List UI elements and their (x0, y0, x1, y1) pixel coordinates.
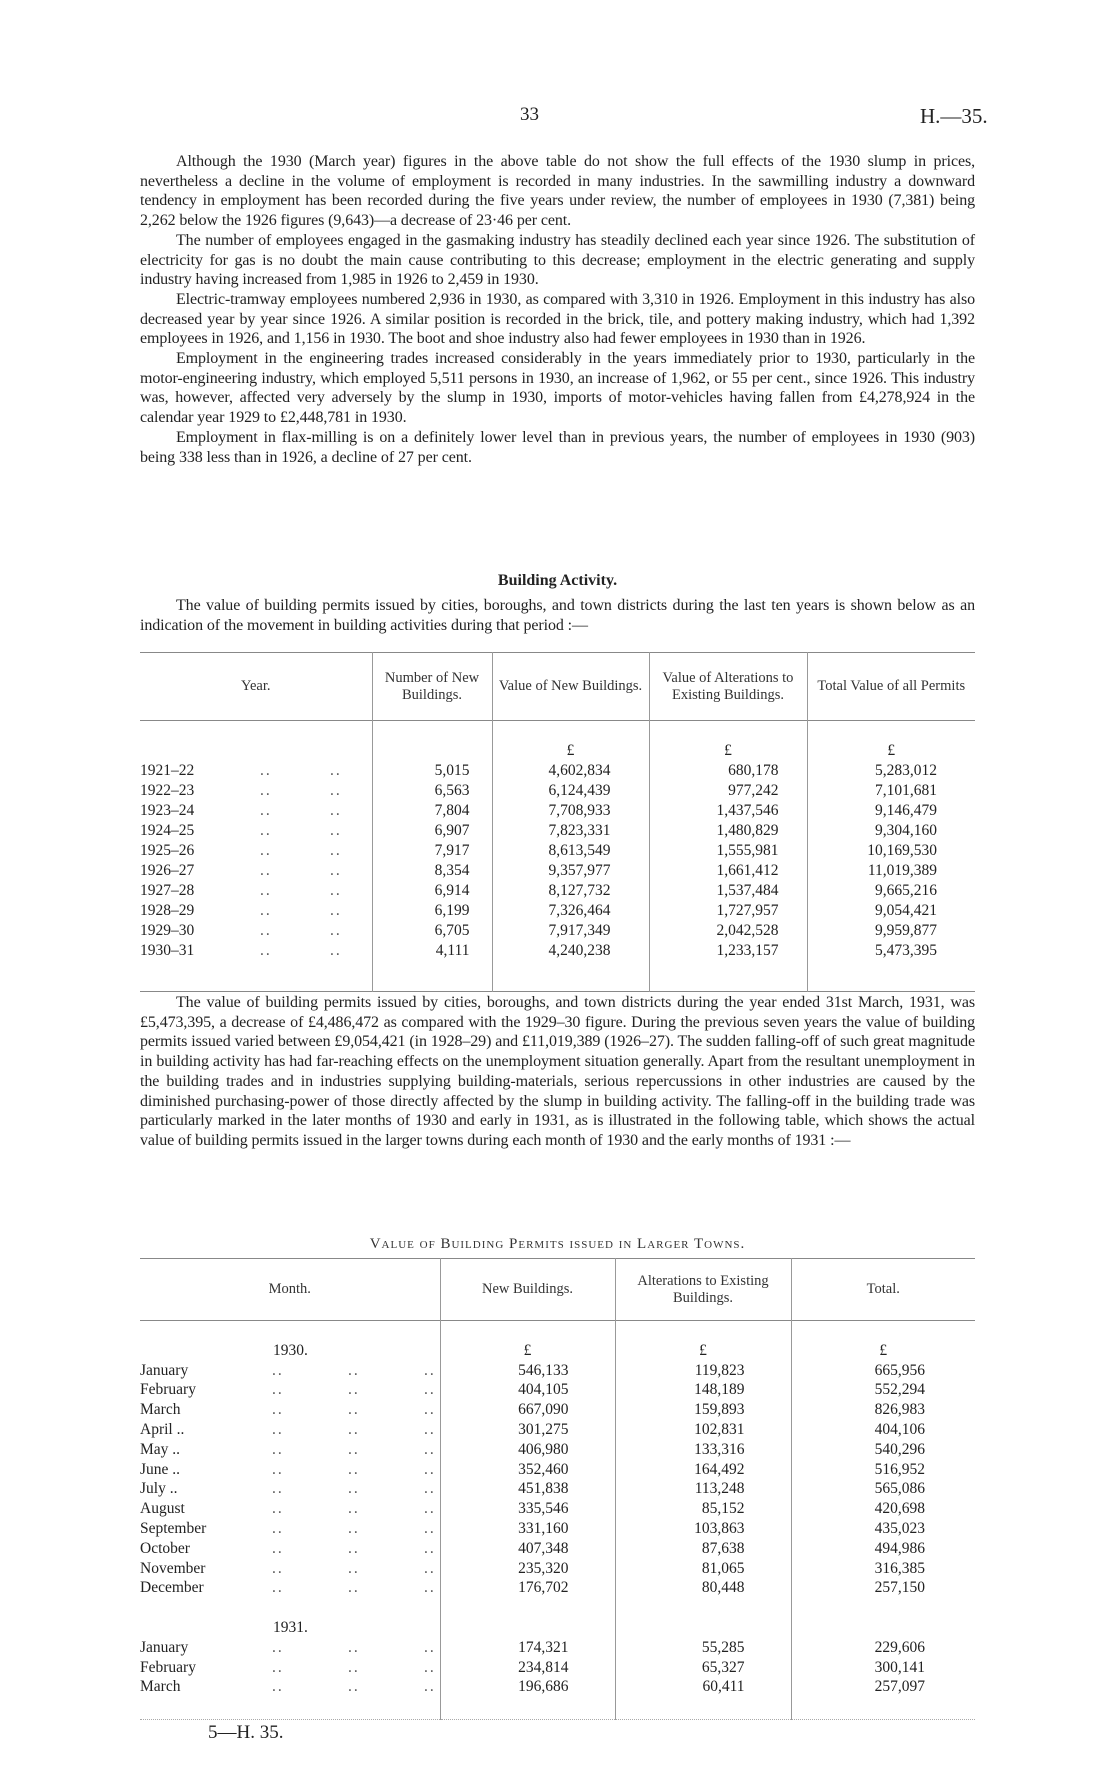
year-label: 1924–25 (140, 822, 195, 839)
leader-dots: .. (424, 1559, 436, 1577)
month-label: December (140, 1579, 204, 1597)
year-group-label: 1930. (273, 1341, 308, 1359)
leader-dots: .. (272, 1401, 284, 1419)
empty-cell (140, 741, 372, 761)
spacer-cell (140, 1321, 440, 1341)
month-cell (140, 1460, 440, 1480)
intro-text (140, 596, 975, 635)
spacer-cell (440, 1598, 615, 1618)
value-cell: 148,189 (615, 1380, 791, 1400)
leader-dots: .. (348, 1579, 360, 1597)
table-row (140, 1400, 975, 1420)
leader-dots: .. (272, 1658, 284, 1676)
month-label: September (140, 1519, 207, 1537)
value-cell: 4,602,834 (492, 761, 649, 781)
leader-dots: .. (348, 1401, 360, 1419)
value-cell: 60,411 (615, 1677, 791, 1697)
year-cell (140, 801, 372, 821)
leader-dots: .. (330, 822, 342, 839)
value-cell: 316,385 (791, 1559, 975, 1579)
leader-dots: .. (330, 882, 342, 899)
table-row (140, 841, 975, 861)
leader-dots: .. (272, 1579, 284, 1597)
value-cell: 301,275 (440, 1420, 615, 1440)
leader-dots: .. (348, 1500, 360, 1518)
table-row (140, 1539, 975, 1559)
leader-dots: .. (260, 822, 272, 839)
value-cell: 6,124,439 (492, 781, 649, 801)
table-row (140, 1578, 975, 1598)
empty-cell (791, 1618, 975, 1638)
currency-row (140, 741, 975, 761)
month-cell (140, 1499, 440, 1519)
paragraph: Electric-tramway employees numbered 2,936 in 1930, as compared with 3,310 in 1926. Employment in this industry has also decreased year by year since 1926. A similar position is recorded in the brick, tile, and pottery making industry, which had 1,392 employees in 1926, and 1,156 in 1930. The boot and shoe industry also had fewer employees in 1930 than in 1926. (140, 290, 975, 348)
month-cell (140, 1539, 440, 1559)
spacer-cell (807, 721, 975, 742)
leader-dots: .. (348, 1519, 360, 1537)
leader-dots: .. (272, 1539, 284, 1557)
value-cell: 1,555,981 (649, 841, 807, 861)
table-row (140, 861, 975, 881)
month-label: January (140, 1361, 189, 1379)
value-cell: 404,106 (791, 1420, 975, 1440)
value-cell: 4,111 (372, 941, 492, 961)
leader-dots: .. (260, 922, 272, 939)
value-cell: 1,727,957 (649, 901, 807, 921)
value-cell: 540,296 (791, 1440, 975, 1460)
value-cell: 552,294 (791, 1380, 975, 1400)
value-cell: 5,015 (372, 761, 492, 781)
value-cell: 7,708,933 (492, 801, 649, 821)
leader-dots: .. (330, 782, 342, 799)
value-cell: 7,326,464 (492, 901, 649, 921)
value-cell: 352,460 (440, 1460, 615, 1480)
spacer-cell (791, 1697, 975, 1720)
leader-dots: .. (260, 902, 272, 919)
leader-dots: .. (424, 1440, 436, 1458)
paragraph: Employment in flax-milling is on a definitely lower level than in previous years, the number of employees in 1930 (903) being 338 less than in 1926, a decline of 27 per cent. (140, 428, 975, 466)
paragraph: Employment in the engineering trades increased considerably in the years immediately prior to 1930, particularly in the motor-engineering industry, which employed 5,511 persons in 1930, an increase of 1,962, or 55 per cent., since 1926. This industry was, however, affected very adversely by the slump in 1930, imports of motor-vehicles having fallen from £4,278,924 in the calendar year 1929 to £2,448,781 in 1930. (140, 350, 975, 427)
spacer-cell (791, 1321, 975, 1341)
leader-dots: .. (272, 1440, 284, 1458)
value-cell: 7,917,349 (492, 921, 649, 941)
leader-dots: .. (348, 1361, 360, 1379)
table-row (140, 801, 975, 821)
table-row (140, 1380, 975, 1400)
value-cell: 7,917 (372, 841, 492, 861)
spacer-row (140, 1598, 975, 1618)
value-cell: 81,065 (615, 1559, 791, 1579)
month-label: January (140, 1638, 189, 1656)
value-cell: 6,907 (372, 821, 492, 841)
leader-dots: .. (424, 1678, 436, 1696)
value-cell: 1,480,829 (649, 821, 807, 841)
year-label: 1927–28 (140, 882, 195, 899)
value-cell: 7,804 (372, 801, 492, 821)
leader-dots: .. (260, 862, 272, 879)
month-cell (140, 1578, 440, 1598)
leader-dots: .. (330, 902, 342, 919)
value-cell: 159,893 (615, 1400, 791, 1420)
value-cell: 1,537,484 (649, 881, 807, 901)
spacer-cell (492, 961, 649, 992)
table-row (140, 761, 975, 781)
leader-dots: .. (272, 1361, 284, 1379)
currency-symbol: £ (440, 1341, 615, 1361)
leader-dots: .. (330, 842, 342, 859)
empty-cell (615, 1618, 791, 1638)
value-cell: 407,348 (440, 1539, 615, 1559)
value-cell: 420,698 (791, 1499, 975, 1519)
table-row (140, 1479, 975, 1499)
year-label: 1926–27 (140, 862, 195, 879)
value-cell: 7,823,331 (492, 821, 649, 841)
value-cell: 87,638 (615, 1539, 791, 1559)
value-cell: 404,105 (440, 1380, 615, 1400)
table-row (140, 1658, 975, 1678)
value-cell: 546,133 (440, 1361, 615, 1381)
table-caption: Value of Building Permits issued in Larger Towns. (369, 1236, 746, 1252)
table-row (140, 1499, 975, 1519)
year-cell (140, 841, 372, 861)
month-cell (140, 1420, 440, 1440)
signature-mark: 5—H. 35. (208, 1722, 284, 1743)
month-label: July .. (140, 1480, 178, 1498)
month-label: April .. (140, 1420, 185, 1438)
column-header: Total. (791, 1259, 975, 1321)
value-cell: 300,141 (791, 1658, 975, 1678)
value-cell: 680,178 (649, 761, 807, 781)
value-cell: 80,448 (615, 1578, 791, 1598)
year-group-row (140, 1341, 975, 1361)
month-label: February (140, 1381, 196, 1399)
table-row (140, 821, 975, 841)
year-label: 1925–26 (140, 842, 195, 859)
month-label: March (140, 1678, 181, 1696)
spacer-cell (807, 961, 975, 992)
year-label: 1930–31 (140, 942, 195, 959)
month-label: November (140, 1559, 206, 1577)
leader-dots: .. (330, 942, 342, 959)
year-cell (140, 921, 372, 941)
leader-dots: .. (424, 1539, 436, 1557)
currency-symbol: £ (615, 1341, 791, 1361)
leader-dots: .. (260, 782, 272, 799)
paragraph: The number of employees engaged in the gasmaking industry has steadily declined each year since 1926. The substitution of electricity for gas is no doubt the main cause contributing to this decrease; employment in the electric generating and supply industry having increased from 1,985 in 1926 to 2,459 in 1930. (140, 231, 975, 289)
value-cell: 119,823 (615, 1361, 791, 1381)
table-row (140, 921, 975, 941)
column-header: Year. (240, 678, 271, 694)
leader-dots: .. (348, 1381, 360, 1399)
value-cell: 234,814 (440, 1658, 615, 1678)
leader-dots: .. (348, 1658, 360, 1676)
body-text-middle (140, 993, 975, 1151)
year-cell (140, 861, 372, 881)
column-header: Alterations to Existing Buildings. (615, 1259, 791, 1321)
leader-dots: .. (348, 1539, 360, 1557)
leader-dots: .. (424, 1381, 436, 1399)
value-cell: 164,492 (615, 1460, 791, 1480)
value-cell: 5,283,012 (807, 761, 975, 781)
value-cell: 4,240,238 (492, 941, 649, 961)
spacer-row (140, 1697, 975, 1720)
leader-dots: .. (348, 1559, 360, 1577)
spacer-cell (372, 961, 492, 992)
column-header: New Buildings. (440, 1259, 615, 1321)
table-row (140, 1420, 975, 1440)
value-cell: 1,233,157 (649, 941, 807, 961)
table-row (140, 1460, 975, 1480)
leader-dots: .. (424, 1500, 436, 1518)
table-row (140, 901, 975, 921)
table-header-row (140, 1259, 975, 1321)
month-cell (140, 1677, 440, 1697)
paragraph: The value of building permits issued by cities, boroughs, and town districts during the year ended 31st March, 1931, was £5,473,395, a decrease of £4,486,472 as compared with the 1929–30 figure. During the previous seven years the value of building permits issued varied between £9,054,421 (in 1928–29) and £11,019,389 (1926–27). The sudden falling-off of such great magnitude in building activity has had far-reaching effects on the unemployment situation generally. Apart from the resultant unemployment in the building trades and in industries supplying building-materials, serious repercussions in other industries are caused by the diminished purchasing-power of those directly affected by the slump in building activity. The falling-off in the building trade was particularly marked in the later months of 1930 and early in 1931, as is illustrated in the following table, which shows the actual value of building permits issued in the larger towns during each month of 1930 and the early months of 1931 :— (140, 994, 975, 1149)
month-label: March (140, 1401, 181, 1419)
value-cell: 2,042,528 (649, 921, 807, 941)
table-row (140, 881, 975, 901)
spacer-row (140, 1321, 975, 1341)
leader-dots: .. (272, 1420, 284, 1438)
value-cell: 665,956 (791, 1361, 975, 1381)
year-cell (140, 941, 372, 961)
table-row (140, 1519, 975, 1539)
leader-dots: .. (330, 762, 342, 779)
table-row (140, 1440, 975, 1460)
month-label: August (140, 1500, 185, 1518)
spacer-cell (372, 721, 492, 742)
leader-dots: .. (272, 1381, 284, 1399)
month-cell (140, 1440, 440, 1460)
month-cell (140, 1638, 440, 1658)
value-cell: 6,705 (372, 921, 492, 941)
spacer-row (140, 721, 975, 742)
building-permits-table (140, 652, 975, 992)
value-cell: 9,665,216 (807, 881, 975, 901)
value-cell: 229,606 (791, 1638, 975, 1658)
value-cell: 235,320 (440, 1559, 615, 1579)
leader-dots: .. (330, 922, 342, 939)
leader-dots: .. (272, 1500, 284, 1518)
value-cell: 5,473,395 (807, 941, 975, 961)
currency-symbol: £ (649, 741, 807, 761)
leader-dots: .. (260, 942, 272, 959)
currency-symbol: £ (807, 741, 975, 761)
leader-dots: .. (272, 1480, 284, 1498)
leader-dots: .. (348, 1480, 360, 1498)
spacer-row (140, 961, 975, 992)
value-cell: 196,686 (440, 1677, 615, 1697)
value-cell: 335,546 (440, 1499, 615, 1519)
value-cell: 55,285 (615, 1638, 791, 1658)
value-cell: 565,086 (791, 1479, 975, 1499)
spacer-cell (615, 1697, 791, 1720)
month-cell (140, 1400, 440, 1420)
monthly-permits-table (140, 1258, 975, 1720)
month-cell (140, 1361, 440, 1381)
value-cell: 257,150 (791, 1578, 975, 1598)
value-cell: 6,914 (372, 881, 492, 901)
spacer-cell (649, 721, 807, 742)
leader-dots: .. (424, 1401, 436, 1419)
value-cell: 113,248 (615, 1479, 791, 1499)
year-group-row (140, 1618, 975, 1638)
leader-dots: .. (330, 862, 342, 879)
value-cell: 8,127,732 (492, 881, 649, 901)
month-cell (140, 1380, 440, 1400)
leader-dots: .. (424, 1460, 436, 1478)
month-label: June .. (140, 1460, 181, 1478)
empty-cell (440, 1618, 615, 1638)
spacer-cell (140, 721, 372, 742)
value-cell: 176,702 (440, 1578, 615, 1598)
leader-dots: .. (260, 882, 272, 899)
spacer-cell (440, 1697, 615, 1720)
value-cell: 11,019,389 (807, 861, 975, 881)
spacer-cell (615, 1321, 791, 1341)
leader-dots: .. (260, 842, 272, 859)
table-row (140, 781, 975, 801)
leader-dots: .. (272, 1678, 284, 1696)
leader-dots: .. (424, 1519, 436, 1537)
leader-dots: .. (330, 802, 342, 819)
leader-dots: .. (348, 1678, 360, 1696)
year-cell (140, 901, 372, 921)
leader-dots: .. (260, 762, 272, 779)
leader-dots: .. (424, 1420, 436, 1438)
leader-dots: .. (348, 1460, 360, 1478)
column-header: Month. (268, 1281, 311, 1297)
leader-dots: .. (424, 1658, 436, 1676)
page-number: 33 (520, 104, 539, 125)
column-header: Value of New Buildings. (492, 653, 649, 721)
paragraph: Although the 1930 (March year) figures in the above table do not show the full effects of the 1930 slump in prices, nevertheless a decline in the volume of employment is recorded in many industries. In the sawmilling industry a downward tendency in employment has been recorded during the five years under review, the number of employees in 1930 (7,381) being 2,262 below the 1926 figures (9,643)—a decrease of 23·46 per cent. (140, 153, 975, 230)
month-cell (140, 1658, 440, 1678)
year-cell (140, 821, 372, 841)
value-cell: 826,983 (791, 1400, 975, 1420)
value-cell: 9,304,160 (807, 821, 975, 841)
year-label: 1928–29 (140, 902, 195, 919)
value-cell: 494,986 (791, 1539, 975, 1559)
leader-dots: .. (348, 1440, 360, 1458)
value-cell: 174,321 (440, 1638, 615, 1658)
year-label: 1921–22 (140, 762, 195, 779)
month-cell (140, 1479, 440, 1499)
paragraph: The value of building permits issued by cities, boroughs, and town districts during the last ten years is shown below as an indication of the movement in building activities during that period :— (140, 597, 975, 634)
leader-dots: .. (272, 1519, 284, 1537)
month-label: October (140, 1539, 190, 1557)
empty-cell (372, 741, 492, 761)
value-cell: 977,242 (649, 781, 807, 801)
value-cell: 102,831 (615, 1420, 791, 1440)
value-cell: 8,354 (372, 861, 492, 881)
year-cell (140, 781, 372, 801)
value-cell: 65,327 (615, 1658, 791, 1678)
spacer-cell (140, 1598, 440, 1618)
year-label: 1922–23 (140, 782, 195, 799)
spacer-cell (649, 961, 807, 992)
month-cell (140, 1559, 440, 1579)
leader-dots: .. (272, 1460, 284, 1478)
table-row (140, 1677, 975, 1697)
value-cell: 1,661,412 (649, 861, 807, 881)
currency-symbol: £ (791, 1341, 975, 1361)
year-cell (140, 881, 372, 901)
leader-dots: .. (272, 1559, 284, 1577)
value-cell: 7,101,681 (807, 781, 975, 801)
value-cell: 9,357,977 (492, 861, 649, 881)
value-cell: 103,863 (615, 1519, 791, 1539)
value-cell: 667,090 (440, 1400, 615, 1420)
value-cell: 9,959,877 (807, 921, 975, 941)
value-cell: 6,563 (372, 781, 492, 801)
leader-dots: .. (348, 1638, 360, 1656)
leader-dots: .. (272, 1638, 284, 1656)
value-cell: 331,160 (440, 1519, 615, 1539)
value-cell: 516,952 (791, 1460, 975, 1480)
spacer-cell (440, 1321, 615, 1341)
body-text-top (140, 152, 975, 467)
spacer-cell (791, 1598, 975, 1618)
document-reference: H.—35. (920, 104, 988, 128)
table-row (140, 1559, 975, 1579)
table-header-row (140, 653, 975, 721)
value-cell: 9,054,421 (807, 901, 975, 921)
leader-dots: .. (424, 1638, 436, 1656)
spacer-cell (615, 1598, 791, 1618)
year-label: 1923–24 (140, 802, 195, 819)
year-cell (140, 761, 372, 781)
column-header: Value of Alterations to Existing Buildings. (649, 653, 807, 721)
section-heading: Building Activity. (497, 572, 618, 589)
currency-symbol: £ (492, 741, 649, 761)
value-cell: 257,097 (791, 1677, 975, 1697)
value-cell: 8,613,549 (492, 841, 649, 861)
spacer-cell (492, 721, 649, 742)
year-group-label: 1931. (273, 1618, 308, 1636)
value-cell: 9,146,479 (807, 801, 975, 821)
value-cell: 406,980 (440, 1440, 615, 1460)
month-label: May .. (140, 1440, 181, 1458)
table-row (140, 941, 975, 961)
value-cell: 133,316 (615, 1440, 791, 1460)
table-row (140, 1638, 975, 1658)
month-cell (140, 1519, 440, 1539)
value-cell: 10,169,530 (807, 841, 975, 861)
table-row (140, 1361, 975, 1381)
leader-dots: .. (424, 1579, 436, 1597)
value-cell: 451,838 (440, 1479, 615, 1499)
year-label: 1929–30 (140, 922, 195, 939)
leader-dots: .. (424, 1361, 436, 1379)
value-cell: 6,199 (372, 901, 492, 921)
column-header: Number of New Buildings. (372, 653, 492, 721)
leader-dots: .. (260, 802, 272, 819)
spacer-cell (140, 961, 372, 992)
leader-dots: .. (424, 1480, 436, 1498)
value-cell: 85,152 (615, 1499, 791, 1519)
value-cell: 1,437,546 (649, 801, 807, 821)
column-header: Total Value of all Permits (807, 653, 975, 721)
value-cell: 435,023 (791, 1519, 975, 1539)
month-label: February (140, 1658, 196, 1676)
leader-dots: .. (348, 1420, 360, 1438)
spacer-cell (140, 1697, 440, 1720)
